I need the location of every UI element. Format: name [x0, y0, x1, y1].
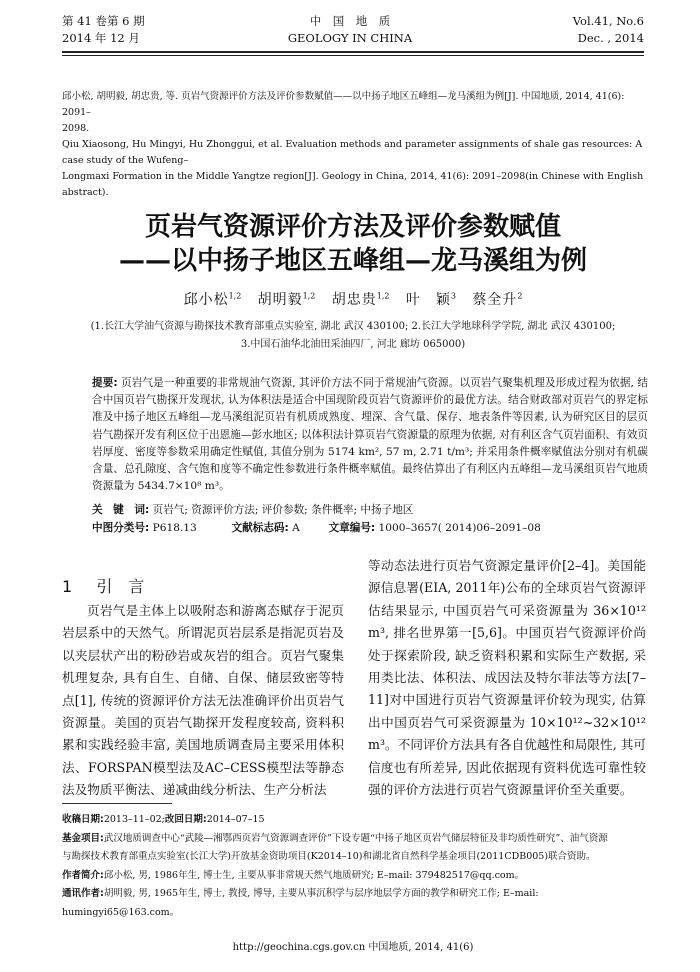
- footnote-dates: [62, 811, 647, 830]
- paragraph: 等动态法进行页岩气资源定量评价[2–4]。美国能源信息署(EIA, 2011年)公布的全球页岩气资源评估结果显示, 中国页岩气可采资源量为 36×10¹² m³, 排名世界第一[5,6]。中国页岩气资源评价尚处于探索阶段, 缺乏资料积累和实际生产数据, 采用类比法、体积法、成因法及特尔菲法等方法[7–11]对中国进行页岩气资源量评价较为现实, 估算出中国页岩气可采资源量为 10×10¹²~32×10¹² m³。不同评价方法具有各自优越性和局限性, 其可信度也有所差异, 因此依据现有资料优选可靠性较强的评价方法进行页岩气资源量评价至关重要。: [368, 558, 646, 798]
- section-number: 1: [62, 577, 73, 596]
- affiliation-line1: (1.长江大学油气资源与勘探技术教育部重点实验室, 湖北 武汉 430100; 2.长江大学地球科学学院, 湖北 武汉 430100;: [90, 321, 616, 332]
- body-left-column: [62, 600, 344, 802]
- affiliation-line2: 3.中国石油华北油田采油四厂, 河北 廊坊 065000): [240, 339, 466, 350]
- header-right: [573, 14, 644, 46]
- author-affil-sup: 1,2: [228, 291, 242, 301]
- author-affil-sup: 1,2: [376, 291, 390, 301]
- section-title: 引 言: [96, 577, 145, 596]
- fund-line2: 与勘探技术教育部重点实验室(长江大学)开放基金资助项目(K2014–10)和湖北省自然科学基金项目(2011CDB005)联合资助。: [62, 851, 596, 862]
- author-affil-sup: 2: [517, 291, 523, 301]
- revised-label: 改回日期:: [164, 814, 207, 825]
- abstract-text: 页岩气是一种重要的非常规油气资源, 其评价方法不同于常规油气资源。以页岩气聚集机理及形成过程为依据, 结合中国页岩气勘探开发现状, 认为体积法是适合中国现阶段页岩气资源评价的最优方法。结合财政部对页岩气的界定标准及中扬子地区五峰组—龙马溪组泥页岩有机质成熟度、埋深、含气量、保存、地表条件等因素, 认为研究区目的层页岩气勘探开发有利区位于出恩施—彭水地区; 以体积法计算页岩气资源量的原理为依据, 对有利区含气页岩面积、有效页岩厚度、密度等参数采用确定性赋值, 其值分别为 5174 km², 57 m, 2.71 t/m³; 并采用条件概率赋值法分别对有机碳含量、总孔隙度、含气饱和度等不确定性参数进行条件概率赋值。最终估算出了有利区内五峰组—龙马溪组页岩气地质资源量为 5434.7×10⁸ m³。: [92, 377, 648, 493]
- body-right-column: [368, 555, 646, 801]
- author-name: 邱小松: [183, 292, 229, 308]
- classification-line: [92, 520, 648, 535]
- paper-title-line1: 页岩气资源评价方法及评价参数赋值: [144, 212, 561, 242]
- fund-label: 基金项目:: [62, 832, 104, 844]
- affiliations: [70, 318, 636, 354]
- keywords-text: 页岩气; 资源评价方法; 评价参数; 条件概率; 中扬子地区: [152, 504, 414, 516]
- date-en: Dec. , 2014: [577, 31, 644, 45]
- author-list: [62, 289, 644, 309]
- journal-name-cn: 中 国 地 质: [309, 14, 391, 28]
- author-bio-label: 作者简介:: [62, 869, 104, 881]
- header-center: [250, 14, 450, 46]
- citation-en-line1: Qiu Xiaosong, Hu Mingyi, Hu Zhonggui, et al. Evaluation methods and parameter assignments of shale gas resources: A case study of the Wufeng–: [62, 139, 643, 166]
- revised-date: 2014–07–15: [206, 814, 265, 825]
- abstract: [92, 375, 648, 495]
- author-name: 胡忠贵: [331, 292, 377, 308]
- keywords: [92, 502, 648, 517]
- header-rule-thin: [62, 55, 644, 56]
- section-heading: [62, 574, 144, 597]
- issue-date: 2014 年 12 月: [62, 31, 140, 45]
- citation-block: [62, 89, 647, 201]
- doc-code-label: 文献标志码:: [231, 522, 289, 534]
- footnote-fund: [62, 830, 647, 849]
- author-bio-text: 邱小松, 男, 1986年生, 博士生, 主要从事非常规天然气地质研究; E–mail: 379482517@qq.com。: [103, 869, 525, 881]
- fund-line1: 武汉地质调查中心“武陵—湘鄂西页岩气资源调查评价”下设专题“中扬子地区页岩气储层特征及非均质性研究”、油气资源: [103, 832, 608, 844]
- corresponding-text: 胡明毅, 男, 1965年生, 博士, 教授, 博导, 主要从事沉积学与层序地层学方面的教学和研究工作; E–mail: humingyi65@163.com。: [62, 888, 539, 918]
- footnote-corresponding: [62, 885, 647, 922]
- citation-en-line2: Longmaxi Formation in the Middle Yangtze region[J]. Geology in China, 2014, 41(6): 2091–2098(in Chinese with English abstract).: [62, 171, 644, 198]
- clc-value: P618.13: [152, 522, 197, 534]
- paragraph: 页岩气是主体上以吸附态和游离态赋存于泥页岩层系中的天然气。所谓泥页岩层系是指泥页岩及以夹层状产出的粉砂岩或灰岩的组合。页岩气聚集机理复杂, 具有自生、自储、自保、储层致密等特点[1], 传统的资源评价方法无法准确评价出页岩气资源量。美国的页岩气勘探开发程度较高, 资料积累和实践经验丰富, 美国地质调查局主要采用体积法、FORSPAN模型法及AC–CESS模型法等静态法及物质平衡法、递减曲线分析法、生产分析法: [62, 603, 344, 798]
- header-rule-thick: [62, 51, 644, 53]
- doc-code-value: A: [292, 522, 300, 534]
- author-affil-sup: 3: [450, 291, 456, 301]
- citation-cn-line1: 邱小松, 胡明毅, 胡忠贵, 等. 页岩气资源评价方法及评价参数赋值——以中扬子地区五峰组—龙马溪组为例[J]. 中国地质, 2014, 41(6): 2091–: [62, 91, 625, 118]
- footnote-author: [62, 867, 647, 886]
- author-name: 蔡全升: [472, 292, 518, 308]
- clc-label: 中图分类号:: [92, 522, 150, 534]
- corresponding-label: 通讯作者:: [62, 888, 104, 899]
- citation-cn-line2: 2098.: [62, 123, 90, 134]
- paper-title-line2: ——以中扬子地区五峰组—龙马溪组为例: [118, 246, 587, 276]
- abstract-label: 提要:: [92, 377, 118, 389]
- footnote-rule: [62, 803, 172, 804]
- received-date: 2013–11–02;: [103, 814, 165, 825]
- keywords-label: 关 键 词:: [92, 504, 150, 516]
- volume-number-en: Vol.41, No.6: [572, 14, 644, 28]
- journal-name-en: GEOLOGY IN CHINA: [287, 31, 413, 45]
- article-number-label: 文章编号:: [328, 522, 376, 534]
- author-name: 叶 颖: [405, 292, 451, 308]
- page-footer: http://geochina.cgs.gov.cn 中国地质, 2014, 41(6): [232, 942, 474, 953]
- volume-issue: 第 41 卷第 6 期: [62, 14, 145, 28]
- article-number-value: 1000–3657( 2014)06–2091–08: [378, 522, 541, 534]
- header-left: [62, 14, 145, 46]
- author-affil-sup: 1,2: [302, 291, 316, 301]
- author-name: 胡明毅: [257, 292, 303, 308]
- received-label: 收稿日期:: [62, 814, 104, 825]
- footnotes: [62, 811, 647, 922]
